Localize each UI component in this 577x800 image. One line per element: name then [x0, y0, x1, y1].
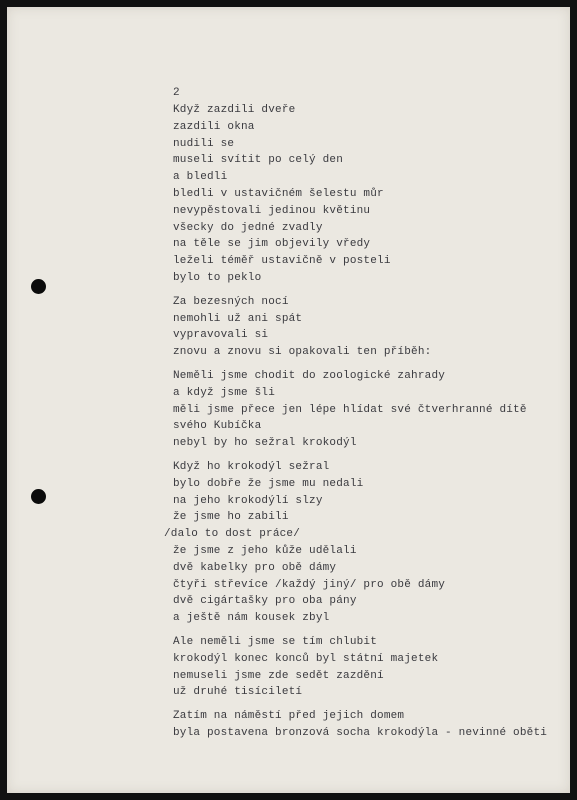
- poem-line: dvě cigártašky pro oba pány: [173, 595, 357, 608]
- poem-line: Když ho krokodýl sežral: [173, 460, 330, 473]
- stanza: [164, 459, 573, 627]
- punch-hole-upper: [31, 279, 46, 294]
- poem-line: Když zazdili dveře: [173, 104, 296, 116]
- poem-line: a když jsme šli: [173, 386, 276, 399]
- poem-line: Ale neměli jsme se tím chlubit: [173, 635, 378, 648]
- poem-line: Za bezesných nocí: [173, 295, 289, 308]
- poem-line: nemuseli jsme zde sedět zazdění: [173, 669, 384, 682]
- poem-line: bylo to peklo: [173, 271, 262, 284]
- poem-line: nevypěstovali jedinou květinu: [173, 204, 371, 217]
- poem-text: [164, 85, 573, 749]
- poem-line: leželi téměř ustavičně v posteli: [173, 255, 391, 268]
- poem-line: a ještě nám kousek zbyl: [173, 612, 330, 625]
- poem-line: Neměli jsme chodit do zoologické zahrady: [173, 369, 446, 382]
- poem-line: byla postavena bronzová socha krokodýla - nevinné oběti: [173, 726, 548, 739]
- poem-line: nebyl by ho sežral krokodýl: [173, 437, 357, 450]
- poem-line: vypravovali si: [173, 329, 269, 342]
- poem-line: na těle se jim objevily vředy: [173, 238, 371, 251]
- poem-line: museli svítit po celý den: [173, 154, 344, 167]
- poem-line: dvě kabelky pro obě dámy: [173, 561, 337, 574]
- poem-line: a bledli: [173, 171, 228, 184]
- poem-line: Zatím na náměstí před jejich domem: [173, 710, 405, 723]
- poem-line: už druhé tisíciletí: [173, 686, 303, 699]
- stanza: [173, 102, 573, 287]
- poem-line: měli jsme přece jen lépe hlídat své čtverhranné dítě: [173, 403, 527, 416]
- poem-line: čtyři střevíce /každý jiný/ pro obě dámy: [173, 578, 446, 591]
- stanza: [173, 368, 573, 452]
- stanza: [173, 634, 573, 701]
- poem-line: nudili se: [173, 137, 235, 150]
- poem-line: na jeho krokodýlí slzy: [173, 494, 323, 507]
- document-page: [7, 7, 570, 793]
- poem-line: nemohli už ani spát: [173, 312, 303, 325]
- poem-line: bledli v ustavičném šelestu můr: [173, 187, 384, 200]
- punch-hole-lower: [31, 489, 46, 504]
- poem-line: zazdili okna: [173, 120, 255, 133]
- page-number: 2: [173, 87, 180, 99]
- poem-line: krokodýl konec konců byl státní majetek: [173, 652, 439, 665]
- poem-line: svého Kubíčka: [173, 420, 262, 433]
- poem-line: že jsme z jeho kůže udělali: [173, 544, 357, 557]
- stanza: [173, 294, 573, 361]
- poem-line: /dalo to dost práce/: [164, 528, 301, 541]
- poem-line: všecky do jedné zvadly: [173, 221, 323, 234]
- poem-line: že jsme ho zabili: [173, 511, 289, 524]
- poem-line: bylo dobře že jsme mu nedali: [173, 477, 364, 490]
- poem-line: znovu a znovu si opakovali ten příběh:: [173, 346, 432, 359]
- stanza: [173, 708, 573, 742]
